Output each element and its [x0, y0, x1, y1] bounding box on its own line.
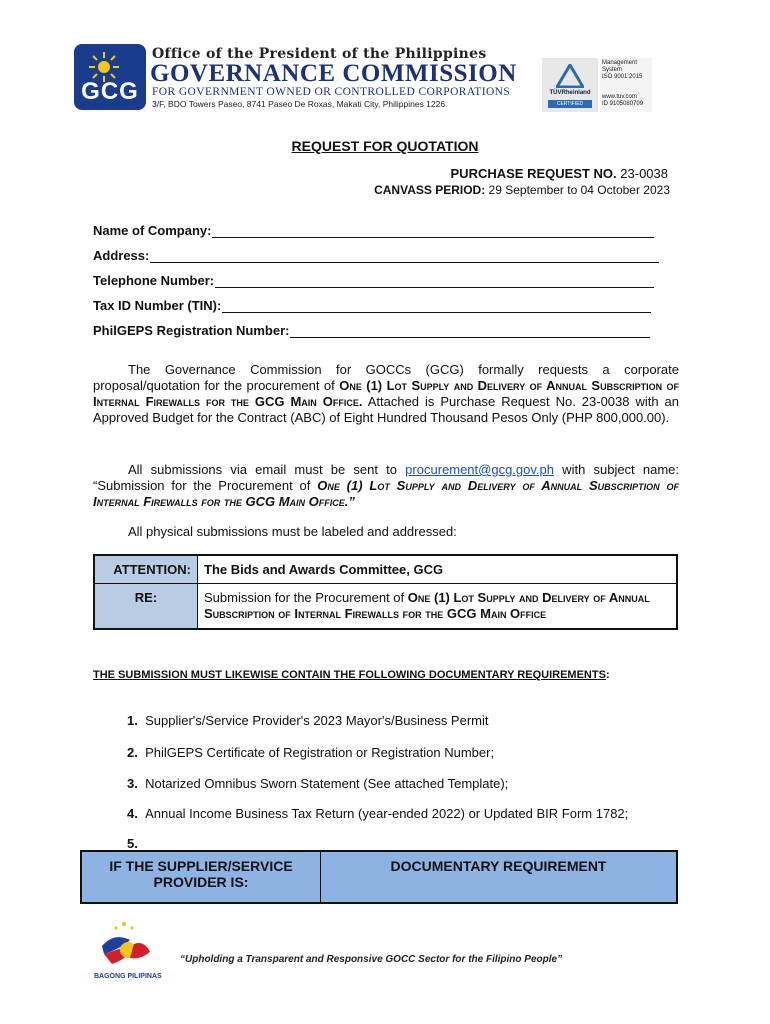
telephone-field[interactable] [93, 273, 654, 288]
cert-management: Management [602, 60, 638, 66]
cert-id: ID 9105080709 [602, 101, 644, 107]
list-item: 3. Notarized Omnibus Sworn Statement (See attached Template); [127, 776, 509, 791]
footer-tagline: “Upholding a Transparent and Responsive GOCC Sector for the Filipino People” [180, 954, 563, 965]
table-row [81, 851, 677, 903]
canvass-value: 29 September to 04 October 2023 [488, 183, 670, 197]
blank-line [215, 275, 654, 288]
list-item: 1. Supplier's/Service Provider's 2023 Mayor's/Business Permit [127, 713, 489, 728]
triangle-icon [556, 64, 584, 88]
cert-iso: ISO 9001:2015 [602, 74, 643, 80]
intro-paragraph: The Governance Commission for GOCCs (GCG) formally requests a corporate proposal/quotation for the procurement of One (1) Lot Supply and Delivery of Annual Subscription of Internal Firewalls for the GCG Main Office. Attached is Purchase Request No. 23-0038 with an Approved Budget for the Contract (ABC) of Eight Hundred Thousand Pesos Only (PHP 800,000.00). [93, 362, 680, 425]
email-link[interactable]: procurement@gcg.gov.ph [405, 462, 554, 477]
field-label: Address: [93, 248, 150, 263]
field-label: PhilGEPS Registration Number: [93, 323, 290, 338]
purchase-request [451, 166, 668, 181]
commission-name: GOVERNANCE COMMISSION [150, 60, 517, 87]
certified-label: CERTIFIED [548, 100, 592, 108]
field-label: Tax ID Number (TIN): [93, 298, 222, 313]
list-item: 4. Annual Income Business Tax Return (year-ended 2022) or Updated BIR Form 1782; [127, 806, 629, 821]
blank-line [150, 250, 659, 263]
logo-wordmark: BAGONG PILIPINAS [94, 973, 162, 980]
table-row [94, 584, 677, 630]
table-row [94, 555, 677, 584]
procurement-title: One (1) Lot Supply and Delivery of Annual Subscription of Internal Firewalls for the GCG Main Office. [93, 378, 680, 409]
logo-text: GCG [81, 78, 139, 105]
document-title: REQUEST FOR QUOTATION [291, 138, 479, 154]
column-header-requirement: DOCUMENTARY REQUIREMENT [321, 851, 678, 903]
iso-certification-badge [542, 58, 652, 112]
requirements-heading: THE SUBMISSION MUST LIKEWISE CONTAIN THE FOLLOWING DOCUMENTARY REQUIREMENTS: [93, 669, 610, 681]
canvass-period [374, 183, 670, 197]
canvass-label: CANVASS PERIOD: [374, 183, 486, 197]
company-name-field[interactable] [93, 223, 654, 238]
pr-value: 23-0038 [620, 166, 668, 181]
column-header-supplier: IF THE SUPPLIER/SERVICE PROVIDER IS: [81, 851, 321, 903]
list-item: 5. [127, 836, 138, 851]
blank-line [290, 325, 650, 338]
office-address: 3/F, BDO Towers Paseo, 8741 Paseo De Roxas, Makati City, Philippines 1226 [152, 99, 446, 109]
documentary-requirements-table [80, 850, 678, 904]
field-label: Name of Company: [93, 223, 212, 238]
tuv-brand: TÜVRheinland [549, 90, 591, 96]
re-value: Submission for the Procurement of One (1) Lot Supply and Delivery of Annual Subscription of Internal Firewalls for the GCG Main Office [198, 584, 678, 630]
bagong-pilipinas-emblem-icon [94, 918, 168, 982]
email-paragraph: All submissions via email must be sent to procurement@gcg.gov.ph with subject name: “Submission for the Procurement of One (1) Lot Supply and Delivery of Annual Subscription of Internal Firewalls for the GCG Main Office.” [93, 462, 679, 509]
tuv-logo [542, 58, 598, 112]
re-label: RE: [94, 584, 198, 630]
attention-label: ATTENTION: [94, 555, 198, 584]
procurement-title: One (1) Lot Supply and Delivery of Annual Subscription of Internal Firewalls for the GCG Main Office.” [93, 478, 679, 509]
field-label: Telephone Number: [93, 273, 215, 288]
cert-info [600, 58, 652, 112]
philgeps-field[interactable] [93, 323, 650, 338]
physical-submission-note: All physical submissions must be labeled and addressed: [128, 524, 457, 539]
attention-table [93, 554, 678, 630]
cert-system: System [602, 67, 623, 73]
tin-field[interactable] [93, 298, 651, 313]
cert-site: www.tuv.com [602, 94, 637, 100]
pr-label: PURCHASE REQUEST NO. [450, 166, 617, 181]
blank-line [222, 300, 651, 313]
bagong-pilipinas-logo [94, 918, 168, 982]
address-field[interactable] [93, 248, 659, 263]
gocc-line: FOR GOVERNMENT OWNED OR CONTROLLED CORPORATIONS [152, 86, 511, 98]
office-line: Office of the President of the Philippines [152, 46, 487, 62]
attention-value: The Bids and Awards Committee, GCG [198, 555, 678, 584]
blank-line [212, 225, 654, 238]
list-item: 2. PhilGEPS Certificate of Registration or Registration Number; [127, 745, 495, 760]
gcg-logo [74, 44, 146, 110]
